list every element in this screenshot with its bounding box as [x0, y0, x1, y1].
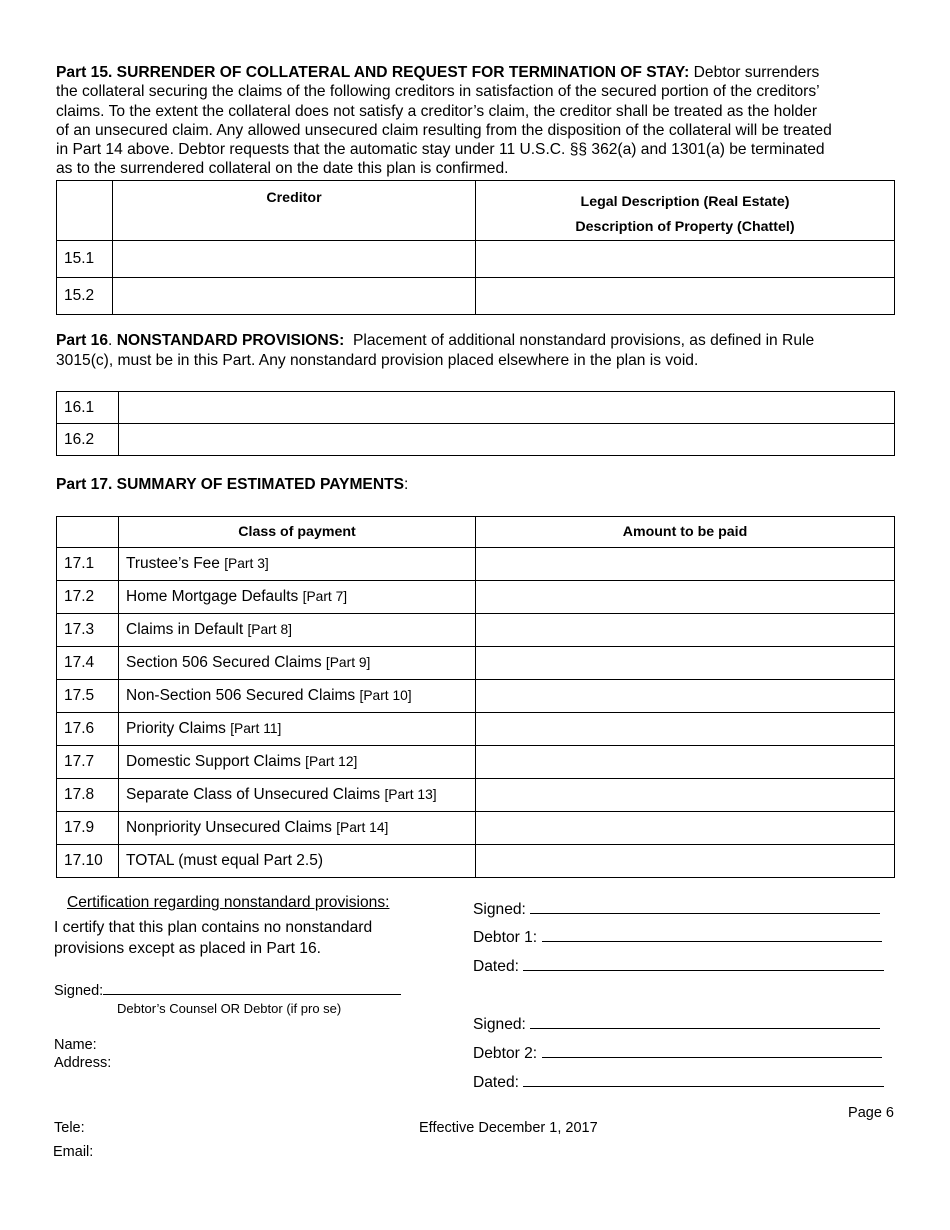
- payment-class: TOTAL (must equal Part 2.5): [119, 845, 476, 878]
- page-number: Page 6: [848, 1105, 894, 1121]
- table-row: [57, 581, 895, 614]
- table-row-number: 17.3: [57, 614, 119, 647]
- debtor2-signed-line: Signed:: [473, 1014, 880, 1034]
- table-row-number: 17.2: [57, 581, 119, 614]
- part17-table: [56, 516, 895, 878]
- payment-class: Domestic Support Claims [Part 12]: [119, 746, 476, 779]
- table-row-number: 16.2: [57, 424, 119, 456]
- part-reference: [Part 11]: [230, 721, 282, 736]
- table-row-number: 16.1: [57, 392, 119, 424]
- debtor1-date-field[interactable]: [523, 956, 884, 971]
- table-row: [57, 680, 895, 713]
- part-reference: [Part 7]: [302, 589, 348, 604]
- debtor1-signed-line: Signed:: [473, 899, 880, 919]
- amount-field[interactable]: [476, 845, 895, 878]
- certification-text: I certify that this plan contains no nonstandard provisions except as placed in Part 16.: [54, 919, 373, 957]
- debtor2-date-field[interactable]: [523, 1072, 884, 1087]
- debtor1-dated-line: Dated:: [473, 956, 884, 976]
- payment-class: Separate Class of Unsecured Claims [Part 13]: [119, 779, 476, 812]
- counsel-signature-line: Signed:: [54, 980, 401, 999]
- table-row: [57, 812, 895, 845]
- part16-table: [56, 391, 895, 456]
- debtor1-name-line: Debtor 1:: [473, 927, 882, 947]
- table-row: [57, 647, 895, 680]
- payment-class: Trustee’s Fee [Part 3]: [119, 548, 476, 581]
- part-reference: [Part 13]: [384, 787, 437, 802]
- name-label: Name:: [54, 1037, 97, 1053]
- table-row: [57, 713, 895, 746]
- amount-field[interactable]: [476, 581, 895, 614]
- creditor-field[interactable]: [113, 278, 476, 315]
- nonstandard-provision-field[interactable]: [119, 392, 895, 424]
- counsel-signature-field[interactable]: [103, 980, 401, 995]
- creditor-field[interactable]: [113, 241, 476, 278]
- part16-paragraph: Part 16. NONSTANDARD PROVISIONS: Placement of additional nonstandard provisions, as defined in Rule 3015(c), must be in this Part. Any nonstandard provision placed elsewhere in the plan is void.: [56, 332, 815, 369]
- amount-field[interactable]: [476, 779, 895, 812]
- property-description-field[interactable]: [476, 241, 895, 278]
- debtor1-signature-field[interactable]: [530, 899, 880, 914]
- table-row: [57, 845, 895, 878]
- part-reference: [Part 12]: [305, 754, 358, 769]
- effective-date: Effective December 1, 2017: [419, 1120, 598, 1136]
- amount-field[interactable]: [476, 680, 895, 713]
- table-row-number: 17.8: [57, 779, 119, 812]
- part15-col-creditor: Creditor: [113, 181, 476, 241]
- amount-field[interactable]: [476, 746, 895, 779]
- part17-col-class: Class of payment: [119, 517, 476, 548]
- part15-heading: Part 15. SURRENDER OF COLLATERAL AND REQUEST FOR TERMINATION OF STAY:: [56, 64, 690, 81]
- part-reference: [Part 9]: [325, 655, 371, 670]
- address-label: Address:: [54, 1055, 112, 1071]
- table-row-number: 17.10: [57, 845, 119, 878]
- debtor2-dated-line: Dated:: [473, 1072, 884, 1092]
- part-reference: [Part 10]: [359, 688, 412, 703]
- debtor2-name-line: Debtor 2:: [473, 1043, 882, 1063]
- amount-field[interactable]: [476, 614, 895, 647]
- payment-class: Home Mortgage Defaults [Part 7]: [119, 581, 476, 614]
- table-row: [57, 746, 895, 779]
- part15-table: [56, 180, 895, 315]
- part17-heading: Part 17. SUMMARY OF ESTIMATED PAYMENTS:: [56, 476, 409, 493]
- signer-caption: Debtor’s Counsel OR Debtor (if pro se): [117, 1001, 342, 1016]
- debtor2-name-field[interactable]: [542, 1043, 882, 1058]
- table-row: [57, 548, 895, 581]
- part-reference: [Part 14]: [336, 820, 389, 835]
- table-row: [57, 614, 895, 647]
- email-label: Email:: [53, 1144, 94, 1160]
- certification-title: Certification regarding nonstandard provisions:: [67, 894, 390, 911]
- payment-class: Non-Section 506 Secured Claims [Part 10]: [119, 680, 476, 713]
- table-row-number: 15.1: [57, 241, 113, 278]
- part16-heading: NONSTANDARD PROVISIONS:: [116, 332, 345, 349]
- tele-label: Tele:: [54, 1120, 85, 1136]
- table-row-number: 17.6: [57, 713, 119, 746]
- table-row-number: 17.9: [57, 812, 119, 845]
- amount-field[interactable]: [476, 647, 895, 680]
- table-row-number: 17.5: [57, 680, 119, 713]
- table-row-number: 17.4: [57, 647, 119, 680]
- part15-paragraph: Part 15. SURRENDER OF COLLATERAL AND REQUEST FOR TERMINATION OF STAY: Debtor surrenders the collateral securing the claims of the following creditors in satisfaction of the secured portion of the creditors’ claims. To the extent the collateral does not satisfy a creditor’s claim, the creditor shall be treated as the holder of an unsecured claim. Any allowed unsecured claim resulting from the disposition of the collateral will be treated in Part 14 above. Debtor requests that the automatic stay under 11 U.S.C. §§ 362(a) and 1301(a) be terminated as to the surrendered collateral on the date this plan is confirmed.: [56, 64, 832, 178]
- amount-field[interactable]: [476, 812, 895, 845]
- payment-class: Nonpriority Unsecured Claims [Part 14]: [119, 812, 476, 845]
- debtor2-signature-field[interactable]: [530, 1014, 880, 1029]
- nonstandard-provision-field[interactable]: [119, 424, 895, 456]
- table-row-number: 15.2: [57, 278, 113, 315]
- payment-class: Section 506 Secured Claims [Part 9]: [119, 647, 476, 680]
- table-row: [57, 779, 895, 812]
- part17-col-amount: Amount to be paid: [476, 517, 895, 548]
- part15-col-description: Legal Description (Real Estate) Description of Property (Chattel): [476, 181, 895, 241]
- part-reference: [Part 8]: [247, 622, 292, 637]
- amount-field[interactable]: [476, 548, 895, 581]
- debtor1-name-field[interactable]: [542, 927, 882, 942]
- table-row-number: 17.7: [57, 746, 119, 779]
- amount-field[interactable]: [476, 713, 895, 746]
- payment-class: Priority Claims [Part 11]: [119, 713, 476, 746]
- table-row-number: 17.1: [57, 548, 119, 581]
- property-description-field[interactable]: [476, 278, 895, 315]
- part-reference: [Part 3]: [224, 556, 269, 571]
- payment-class: Claims in Default [Part 8]: [119, 614, 476, 647]
